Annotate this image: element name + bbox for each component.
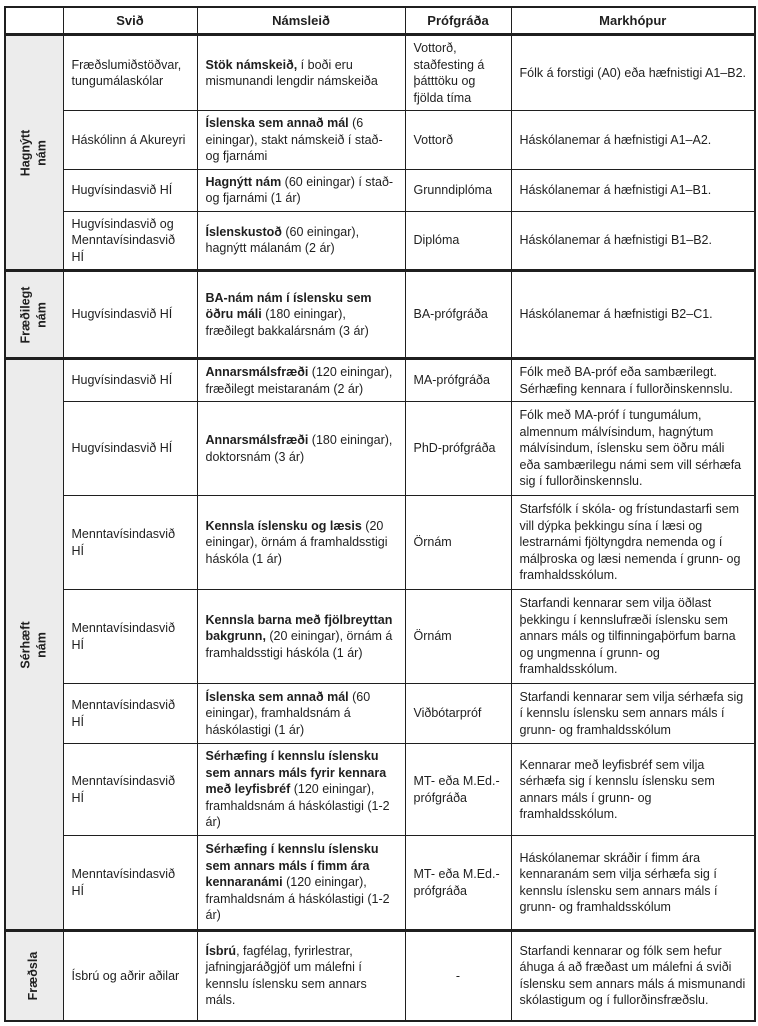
cell-namsleid [197,744,405,836]
cell-namsleid [197,111,405,170]
cell-profgrada: MA-prófgráða [405,359,511,402]
cell-markhopur: Starfsfólk í skóla- og frístundastarfi sem vill dýpka þekkingu sína í læsi og lestrarnámi fjöltyngdra nemenda og í málþroska og læsi nemenda í grunn- og framhaldsskólum. [511,496,755,590]
cell-namsleid [197,402,405,496]
table-row [5,684,755,744]
cell-svid: Menntavísindasvið HÍ [63,744,197,836]
cell-profgrada: Grunndiplóma [405,169,511,211]
namsleid-description: (20 einingar), örnám á framhaldsstigi háskóla (1 ár) [205,629,393,660]
cell-profgrada: PhD-prófgráða [405,402,511,496]
namsleid-title: Hagnýtt nám [205,174,282,189]
table-row [5,402,755,496]
cell-namsleid [197,359,405,402]
cell-profgrada: Örnám [405,496,511,590]
table-row [5,169,755,211]
section-fraedsla [5,931,755,1021]
namsleid-description: (6 einingar), stakt námskeið í stað- og fjarnámi [205,116,383,164]
namsleid-title: Íslenska sem annað mál [205,689,349,704]
section-label-text: Fræðilegt nám [18,286,49,344]
namsleid-title: Íslenskustoð [205,224,282,239]
namsleid-title: Kennsla barna með fjölbreyttan bakgrunn, [205,612,393,644]
cell-markhopur: Háskólanemar á hæfnistigi A1–B1. [511,169,755,211]
cell-profgrada: MT- eða M.Ed.-prófgráða [405,744,511,836]
col-header-namsleid: Námsleið [197,7,405,35]
section-label-fraedilegt-nam [5,271,63,359]
cell-namsleid [197,211,405,271]
cell-svid: Menntavísindasvið HÍ [63,684,197,744]
cell-profgrada: Vottorð, staðfesting á þátttöku og fjölda tíma [405,35,511,111]
col-header-profgrada: Prófgráða [405,7,511,35]
cell-markhopur: Fólk með MA-próf í tungumálum, almennum málvísindum, hagnýtum málvísindum, íslensku sem öðru máli eða sambærilegu námi sem vill sérhæfa sig í fullorðinskennslu. [511,402,755,496]
namsleid-description: , fagfélag, fyrirlestrar, jafningjaráðgjöf um málefni í kennslu íslensku sem annars máls. [205,943,367,1008]
table-row [5,931,755,1021]
cell-svid: Hugvísindasvið HÍ [63,169,197,211]
table-row [5,35,755,111]
cell-namsleid [197,590,405,684]
namsleid-title: Annarsmálsfræði [205,365,309,380]
section-label-text: Hagnýtt nám [18,129,49,176]
cell-markhopur: Háskólanemar skráðir í fimm ára kennaranám sem vilja sérhæfa sig í kennslu íslensku sem annars máls í grunn- og framhaldsskólum [511,836,755,931]
namsleid-title: Stök námskeið, [205,57,298,72]
table-row [5,836,755,931]
col-header-markhopur: Markhópur [511,7,755,35]
cell-profgrada: Vottorð [405,111,511,170]
cell-namsleid [197,35,405,111]
table-row [5,496,755,590]
section-label-hagnytt-nam [5,35,63,271]
col-header-svid: Svið [63,7,197,35]
table-row [5,111,755,170]
cell-profgrada: Örnám [405,590,511,684]
cell-svid: Fræðslumiðstöðvar, tungumálaskólar [63,35,197,111]
table-row [5,211,755,271]
cell-markhopur: Háskólanemar á hæfnistigi B1–B2. [511,211,755,271]
namsleid-description: (180 einingar), doktorsnám (3 ár) [205,433,393,464]
table-row [5,359,755,402]
namsleid-title: BA-nám nám í íslensku sem öðru máli [205,290,372,322]
section-label-serhaeft-nam [5,359,63,931]
programs-table [4,6,756,1022]
table-row [5,744,755,836]
cell-profgrada: Diplóma [405,211,511,271]
cell-markhopur: Starfandi kennarar og fólk sem hefur áhuga á að fræðast um málefni á sviði íslensku sem annars máls á mismunandi skólastigum og í fullorðinsfræðslu. [511,931,755,1021]
cell-namsleid [197,684,405,744]
namsleid-description: (120 einingar), framhaldsnám á háskólastigi (1-2 ár) [205,875,390,923]
cell-markhopur: Fólk á forstigi (A0) eða hæfnistigi A1–B2. [511,35,755,111]
namsleid-description: (120 einingar), framhaldsnám á háskólastigi (1-2 ár) [205,782,390,830]
section-label-text: Fræðsla [26,951,41,1001]
cell-markhopur: Háskólanemar á hæfnistigi B2–C1. [511,271,755,359]
cell-svid: Hugvísindasvið HÍ [63,402,197,496]
cell-svid: Menntavísindasvið HÍ [63,836,197,931]
namsleid-description: (180 einingar), fræðilegt bakkalársnám (3 ár) [205,307,369,338]
namsleid-description: (120 einingar), fræðilegt meistaranám (2 ár) [205,365,393,396]
cell-markhopur: Starfandi kennarar sem vilja öðlast þekkingu í kennslufræði íslensku sem annars máls og tilfinningaþörfum barna og ungmenna í grunn- og framhaldsskólum. [511,590,755,684]
cell-profgrada: MT- eða M.Ed.-prófgráða [405,836,511,931]
cell-markhopur: Kennarar með leyfisbréf sem vilja sérhæfa sig í kennslu íslensku sem annars máls í grunn- og framhaldsskólum. [511,744,755,836]
namsleid-title: Íslenska sem annað mál [205,116,349,131]
namsleid-description: (60 einingar), framhaldsnám á háskólastigi (1 ár) [205,689,371,737]
cell-markhopur: Starfandi kennarar sem vilja sérhæfa sig í kennslu íslensku sem annars máls í grunn- og framhaldsskólum [511,684,755,744]
cell-profgrada: - [405,931,511,1021]
cell-profgrada: Viðbótarpróf [405,684,511,744]
cell-svid: Ísbrú og aðrir aðilar [63,931,197,1021]
section-label-text: Sérhæft nám [18,621,49,669]
namsleid-title: Annarsmálsfræði [205,433,309,448]
cell-namsleid [197,496,405,590]
namsleid-description: í boði eru mismunandi lengdir námskeiða [205,57,378,89]
cell-svid: Menntavísindasvið HÍ [63,496,197,590]
cell-svid: Menntavísindasvið HÍ [63,590,197,684]
cell-markhopur: Fólk með BA-próf eða sambærilegt. Sérhæfing kennara í fullorðinskennslu. [511,359,755,402]
cell-namsleid [197,169,405,211]
table-row [5,271,755,359]
namsleid-title: Sérhæfing í kennslu íslensku sem annars máls fyrir kennara með leyfisbréf [205,749,387,797]
section-serhaeft-nam [5,359,755,931]
cell-namsleid [197,836,405,931]
table-row [5,590,755,684]
namsleid-description: (20 einingar), örnám á framhaldsstigi háskóla (1 ár) [205,518,388,566]
cell-profgrada: BA-prófgráða [405,271,511,359]
cell-namsleid [197,931,405,1021]
section-fraedilegt-nam [5,271,755,359]
cell-markhopur: Háskólanemar á hæfnistigi A1–A2. [511,111,755,170]
namsleid-title: Sérhæfing í kennslu íslensku sem annars máls í fimm ára kennaranámi [205,842,379,890]
cell-svid: Hugvísindasvið HÍ [63,359,197,402]
cell-namsleid [197,271,405,359]
section-hagnytt-nam [5,35,755,271]
cell-svid: Hugvísindasvið og Menntavísindasvið HÍ [63,211,197,271]
section-label-fraedsla [5,931,63,1021]
namsleid-title: Ísbrú [205,943,237,958]
namsleid-description: (60 einingar), hagnýtt málanám (2 ár) [205,224,360,256]
table-header [5,7,755,35]
cell-svid: Háskólinn á Akureyri [63,111,197,170]
namsleid-description: (60 einingar) í stað- og fjarnámi (1 ár) [205,174,394,206]
corner-cell [5,7,63,35]
cell-svid: Hugvísindasvið HÍ [63,271,197,359]
namsleid-title: Kennsla íslensku og læsis [205,518,362,533]
